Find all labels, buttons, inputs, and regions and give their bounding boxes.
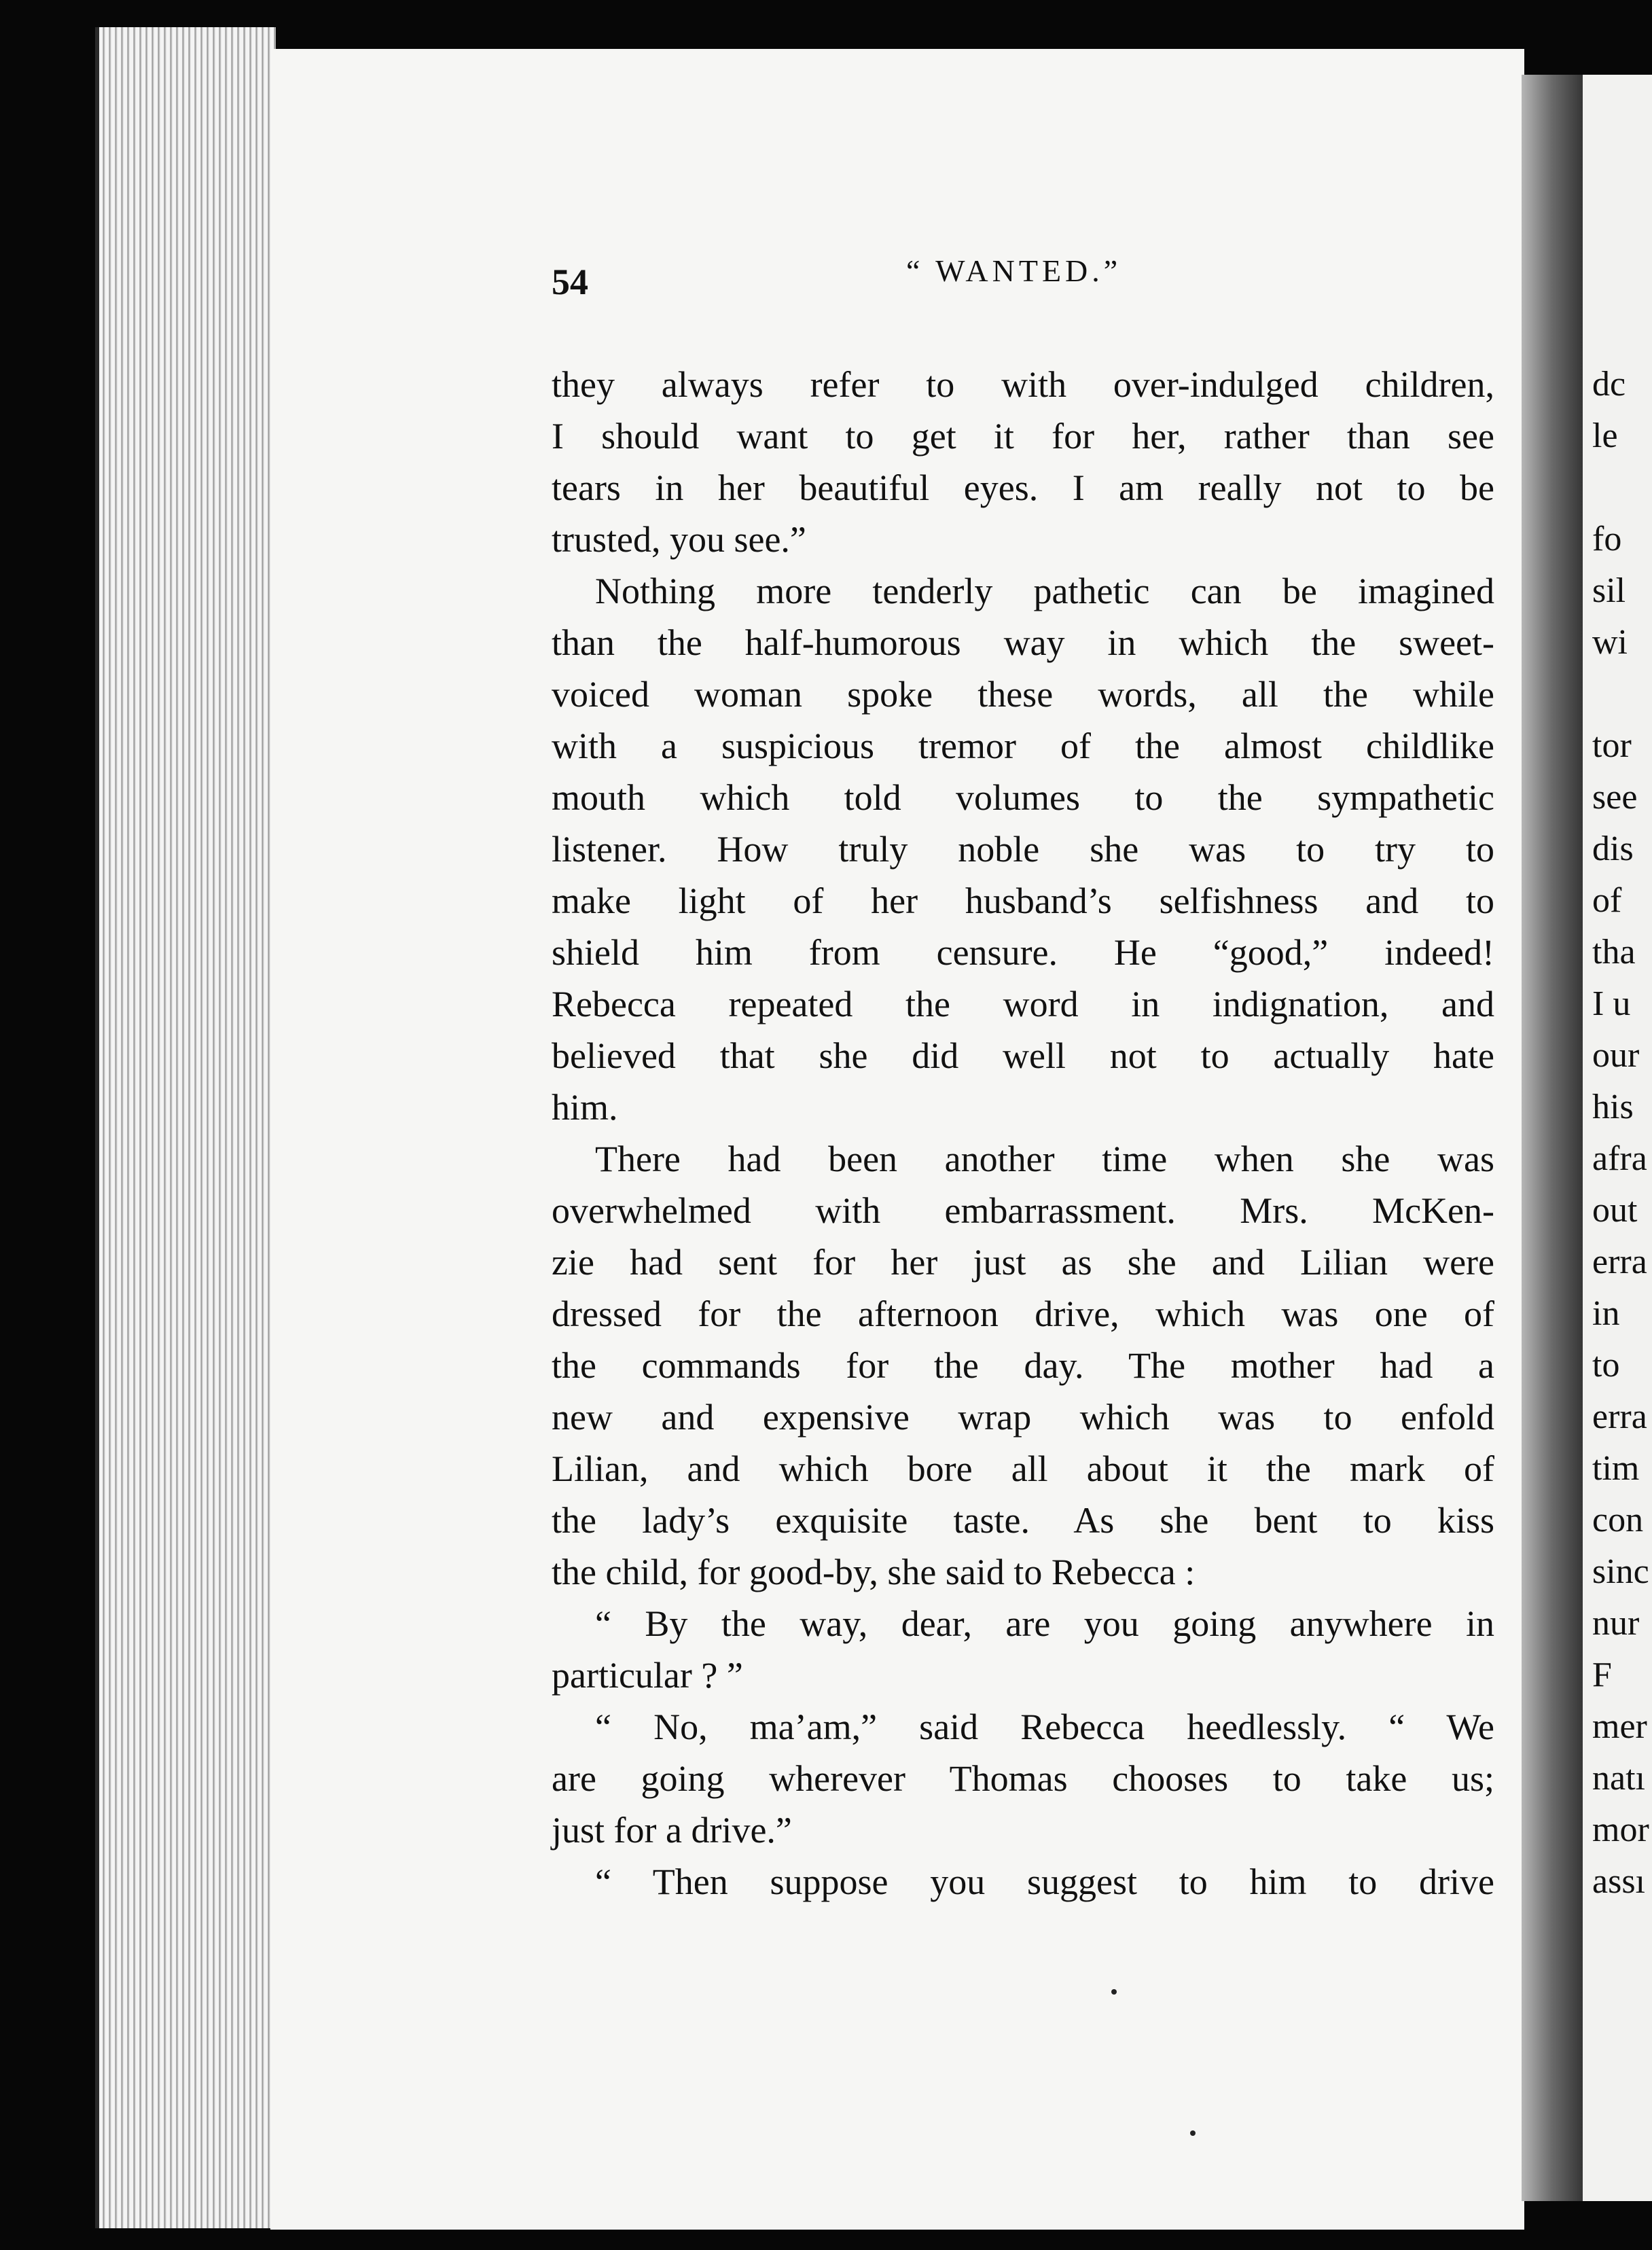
facing-page-line: dis [1592,829,1634,868]
facing-page-line: of [1592,881,1622,920]
facing-page-line: in [1592,1294,1620,1333]
facing-page-line: nur [1592,1604,1640,1643]
facing-page-line: dc [1592,365,1626,404]
text-line: dressed for the afternoon drive, which was one of [552,1293,1494,1334]
text-line: overwhelmed with embarrassment. Mrs. McKen- [552,1190,1494,1231]
text-line: trusted, you see.” [552,519,806,560]
text-line: Rebecca repeated the word in indignation, and [552,984,1494,1024]
text-line: shield him from censure. He “good,” indeed! [552,932,1494,973]
page-edges [95,27,276,2228]
text-line: believed that she did well not to actually hate [552,1035,1494,1076]
facing-page-line: tim [1592,1449,1640,1488]
facing-page-line: afra [1592,1139,1647,1178]
facing-page-line: his [1592,1088,1634,1126]
running-head: “ WANTED.” [906,253,1122,288]
text-line: zie had sent for her just as she and Lilian were [552,1242,1494,1283]
text-line: listener. How truly noble she was to try to [552,829,1494,870]
text-line: mouth which told volumes to the sympathetic [552,777,1494,818]
facing-page-line: fo [1592,520,1622,558]
text-line: I should want to get it for her, rather than see [552,416,1494,457]
facing-page-line: natı [1592,1759,1645,1798]
text-line: are going wherever Thomas chooses to take us; [552,1758,1494,1799]
facing-page-line: mor [1592,1810,1649,1849]
text-line: the child, for good-by, she said to Rebecca : [552,1552,1196,1592]
facing-page-line: tor [1592,726,1632,765]
text-line: the lady’s exquisite taste. As she bent to kiss [552,1500,1494,1541]
text-line: “ By the way, dear, are you going anywhere in [595,1603,1494,1644]
text-line: tears in her beautiful eyes. I am really not to be [552,467,1494,508]
text-line: they always refer to with over-indulged children, [552,364,1494,405]
facing-page-line: sil [1592,571,1626,610]
facing-page-line: to [1592,1346,1620,1385]
facing-page-line: wi [1592,623,1628,662]
text-line: make light of her husband’s selfishness and to [552,880,1494,921]
facing-page-line: mer [1592,1707,1647,1746]
speck [1190,2130,1196,2136]
text-line: There had been another time when she was [595,1139,1494,1179]
facing-page-line: erra [1592,1243,1647,1281]
facing-page [1583,75,1652,2201]
body-text [552,359,1494,1908]
facing-page-line: our [1592,1036,1640,1075]
speck [1111,1989,1117,1995]
facing-page-line: erra [1592,1397,1647,1436]
facing-page-line: F [1592,1656,1612,1694]
text-line: particular ? ” [552,1655,743,1696]
text-line: just for a drive.” [552,1810,792,1851]
facing-page-line: I u [1592,984,1631,1023]
text-line: the commands for the day. The mother had a [552,1345,1494,1386]
page-number: 54 [552,262,588,302]
text-line: him. [552,1087,618,1128]
text-line: new and expensive wrap which was to enfold [552,1397,1494,1438]
text-line: Nothing more tenderly pathetic can be imagined [595,571,1494,611]
facing-page-line: see [1592,778,1638,817]
facing-page-line: tha [1592,933,1636,971]
facing-page-line: assı [1592,1862,1645,1901]
text-line: “ Then suppose you suggest to him to drive [595,1861,1494,1902]
text-line: with a suspicious tremor of the almost childlike [552,726,1494,766]
facing-page-line: out [1592,1191,1638,1230]
text-line: than the half-humorous way in which the sweet- [552,622,1494,663]
text-line: “ No, ma’am,” said Rebecca heedlessly. “ We [595,1707,1494,1747]
book-gutter-shadow [1522,75,1590,2201]
facing-page-line: le [1592,416,1618,455]
text-line: Lilian, and which bore all about it the mark of [552,1448,1494,1489]
text-line: voiced woman spoke these words, all the while [552,674,1494,715]
facing-page-line: sinc [1592,1552,1649,1591]
facing-page-line: con [1592,1501,1644,1539]
